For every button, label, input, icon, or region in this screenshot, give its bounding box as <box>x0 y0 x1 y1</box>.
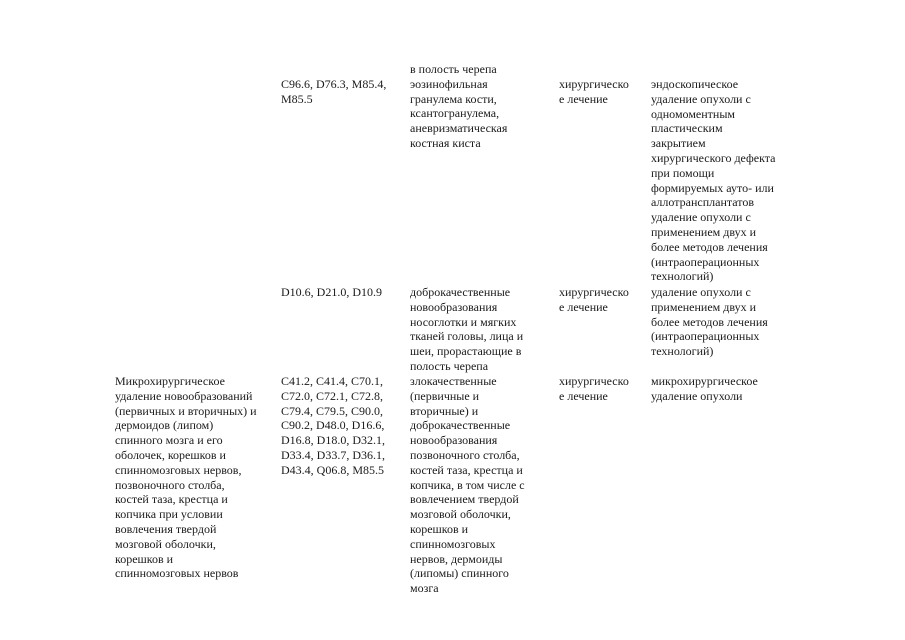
text-line: костей таза, крестца и <box>115 492 228 507</box>
text-line: костная киста <box>410 135 481 150</box>
text-line: в полость черепа <box>410 62 497 76</box>
row-2-method <box>651 285 793 359</box>
text-line: M85.5 <box>281 91 313 106</box>
text-line: спинномозговых нервов, <box>115 462 242 477</box>
text-line: при помощи <box>651 165 715 180</box>
text-line: D43.4, Q06.8, M85.5 <box>281 462 385 477</box>
text-line: е лечение <box>559 388 608 403</box>
text-line: технологий) <box>651 344 714 359</box>
text-line: (липомы) спинного <box>410 566 509 581</box>
text-line: спинного мозга и его <box>115 433 223 448</box>
text-line: D10.6, D21.0, D10.9 <box>281 285 382 299</box>
text-line: нервов, дермоиды <box>410 551 503 566</box>
row-1-codes <box>281 77 403 107</box>
text-line: удаление опухоли с <box>651 285 751 299</box>
text-line: е лечение <box>559 91 608 106</box>
text-line: C79.4, C79.5, C90.0, <box>281 403 384 418</box>
text-line: (первичных и вторичных) и <box>115 403 257 418</box>
row-3-name <box>115 374 275 581</box>
text-line: позвоночного столба, <box>115 477 225 492</box>
row-2-treatment <box>559 285 641 315</box>
text-line: корешков и <box>410 521 469 536</box>
text-line: удаление опухоли с <box>651 210 751 225</box>
text-line: формируемых ауто- или <box>651 180 774 195</box>
text-line: корешков и <box>115 551 174 566</box>
text-line: вовлечением твердой <box>410 492 519 507</box>
text-line: Микрохирургическое <box>115 374 225 388</box>
text-line: оболочек, корешков и <box>115 447 226 462</box>
row-3-disease <box>410 374 550 596</box>
text-line: эозинофильная <box>410 76 488 91</box>
text-line: удаление опухоли с <box>651 91 751 106</box>
text-line: D33.4, D33.7, D36.1, <box>281 447 385 462</box>
text-line: злокачественные <box>410 374 497 388</box>
row-3-codes <box>281 374 403 478</box>
text-line: C96.6, D76.3, M85.4, <box>281 77 387 91</box>
text-line: закрытием <box>651 136 706 151</box>
text-line: более методов лечения <box>651 239 768 254</box>
text-line: доброкачественные <box>410 285 511 299</box>
text-line: (первичные и <box>410 388 480 403</box>
text-line: новообразования <box>410 433 498 448</box>
text-line: C41.2, C41.4, C70.1, <box>281 374 384 388</box>
row-1-disease <box>410 62 550 151</box>
text-line: мозговой оболочки, <box>410 507 511 522</box>
text-line: C72.0, C72.1, C72.8, <box>281 388 384 403</box>
text-line: полость черепа <box>410 358 489 373</box>
text-line: более методов лечения <box>651 314 768 329</box>
text-line: копчика, в том числе с <box>410 477 525 492</box>
text-line: применением двух и <box>651 299 757 314</box>
text-line: ксантогранулема, <box>410 106 500 121</box>
row-2-codes <box>281 285 403 300</box>
row-3-method <box>651 374 793 404</box>
row-2-disease <box>410 285 550 374</box>
text-line: D16.8, D18.0, D32.1, <box>281 433 385 448</box>
text-line: копчика при условии <box>115 507 223 522</box>
text-line: удаление опухоли <box>651 388 743 403</box>
text-line: эндоскопическое <box>651 77 739 91</box>
text-line: мозга <box>410 581 439 596</box>
text-line: носоглотки и мягких <box>410 314 517 329</box>
row-3-treatment <box>559 374 641 404</box>
text-line: микрохирургическое <box>651 374 758 388</box>
text-line: вторичные) и <box>410 403 479 418</box>
text-line: технологий) <box>651 269 714 284</box>
text-line: спинномозговых <box>410 536 496 551</box>
text-line: тканей головы, лица и <box>410 329 524 344</box>
text-line: вовлечения твердой <box>115 521 217 536</box>
text-line: одномоментным <box>651 106 735 121</box>
text-line: спинномозговых нервов <box>115 566 239 581</box>
text-line: пластическим <box>651 121 723 136</box>
text-line: гранулема кости, <box>410 91 497 106</box>
text-line: хирургическо <box>559 285 629 299</box>
text-line: хирургическо <box>559 374 629 388</box>
text-line: аллотрансплантатов <box>651 195 755 210</box>
text-line: позвоночного столба, <box>410 447 520 462</box>
text-line: доброкачественные <box>410 418 511 433</box>
row-1-method <box>651 77 793 284</box>
text-line: шеи, прорастающие в <box>410 344 522 359</box>
text-line: (интраоперационных <box>651 329 760 344</box>
text-line: дермоидов (липом) <box>115 418 214 433</box>
text-line: применением двух и <box>651 224 757 239</box>
text-line: хирургического дефекта <box>651 150 776 165</box>
row-1-treatment <box>559 77 641 107</box>
text-line: е лечение <box>559 299 608 314</box>
text-line: аневризматическая <box>410 121 508 136</box>
text-line: костей таза, крестца и <box>410 462 523 477</box>
text-line: удаление новообразований <box>115 388 253 403</box>
text-line: новообразования <box>410 299 498 314</box>
text-line: C90.2, D48.0, D16.6, <box>281 418 385 433</box>
text-line: (интраоперационных <box>651 254 760 269</box>
text-line: хирургическо <box>559 77 629 91</box>
text-line: мозговой оболочки, <box>115 536 216 551</box>
